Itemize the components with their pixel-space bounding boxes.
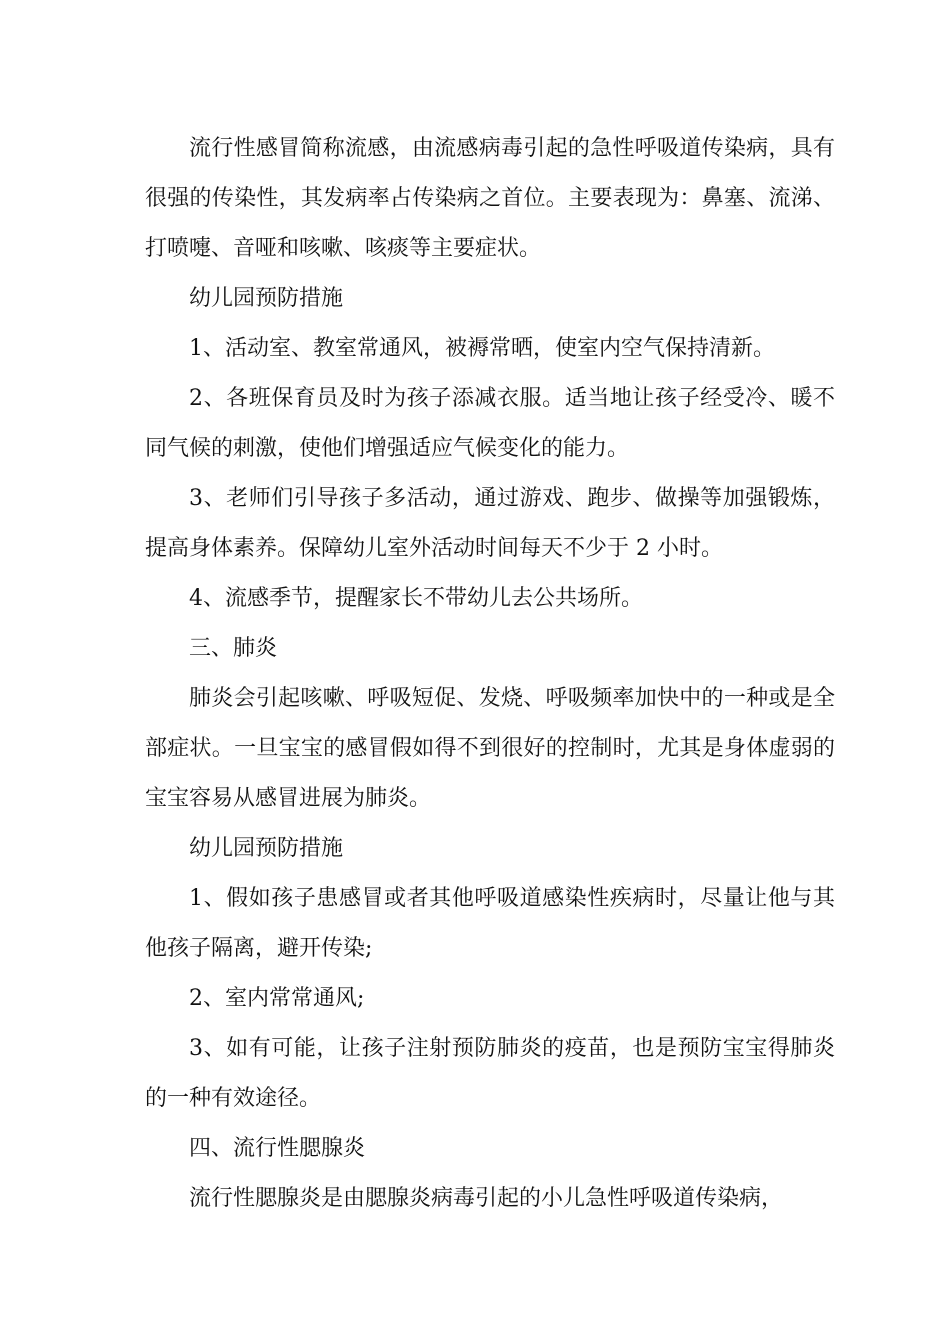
paragraph-flu-intro: 流行性感冒简称流感，由流感病毒引起的急性呼吸道传染病，具有很强的传染性，其发病率占传染病之首位。主要表现为：鼻塞、流涕、打喷嚏、音哑和咳嗽、咳痰等主要症状。 [145, 136, 835, 261]
document-body [145, 124, 835, 1224]
list-item-4: 4、流感季节，提醒家长不带幼儿去公共场所。 [189, 586, 643, 611]
section-heading-pneumonia: 三、肺炎 [189, 636, 278, 661]
list-item-2: 2、室内常常通风; [189, 986, 365, 1011]
section-heading-mumps: 四、流行性腮腺炎 [189, 1136, 366, 1161]
list-item-2: 2、各班保育员及时为孩子添减衣服。适当地让孩子经受冷、暖不同气候的刺激，使他们增强适应气候变化的能力。 [145, 386, 835, 461]
list-item-1: 1、假如孩子患感冒或者其他呼吸道感染性疾病时，尽量让他与其他孩子隔离，避开传染; [145, 886, 835, 961]
list-item-1: 1、活动室、教室常通风，被褥常晒，使室内空气保持清新。 [189, 336, 775, 361]
heading-kindergarten-measures: 幼儿园预防措施 [189, 836, 344, 861]
paragraph-pneumonia-intro: 肺炎会引起咳嗽、呼吸短促、发烧、呼吸频率加快中的一种或是全部症状。一旦宝宝的感冒假如得不到很好的控制时，尤其是身体虚弱的宝宝容易从感冒进展为肺炎。 [145, 686, 835, 811]
heading-kindergarten-measures: 幼儿园预防措施 [189, 286, 344, 311]
list-item-3: 3、如有可能，让孩子注射预防肺炎的疫苗，也是预防宝宝得肺炎的一种有效途径。 [145, 1036, 835, 1111]
paragraph-mumps-intro: 流行性腮腺炎是由腮腺炎病毒引起的小儿急性呼吸道传染病， [189, 1186, 784, 1211]
list-item-3: 3、老师们引导孩子多活动，通过游戏、跑步、做操等加强锻炼，提高身体素养。保障幼儿室外活动时间每天不少于 2 小时。 [145, 486, 835, 561]
